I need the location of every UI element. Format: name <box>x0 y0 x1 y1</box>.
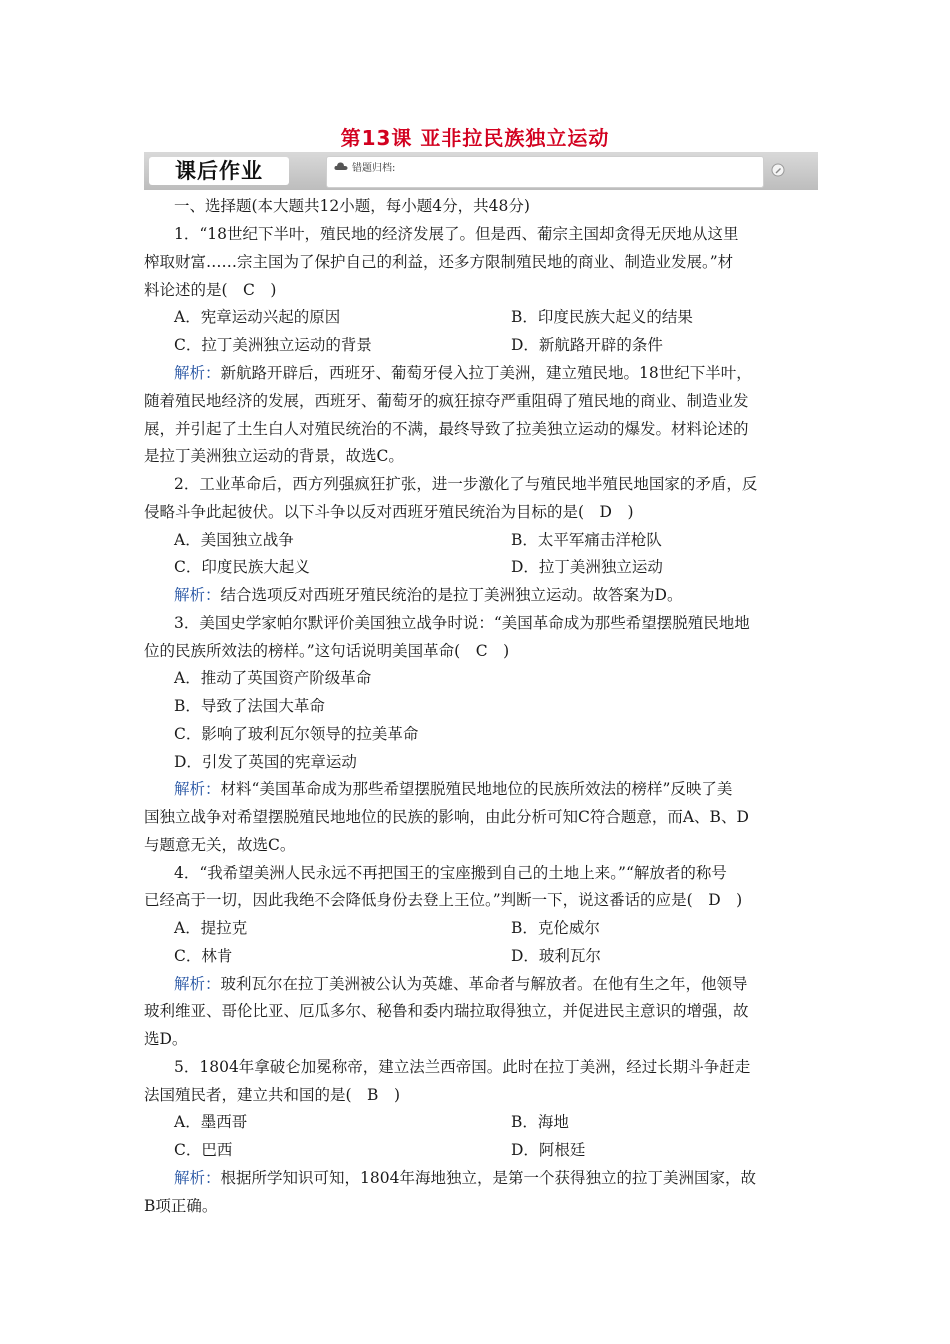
q3-option-c: C．影响了玻利瓦尔领导的拉美革命 <box>174 725 419 743</box>
q4-analysis-label: 解析： <box>174 975 221 993</box>
q3-option-d: D．引发了英国的宪章运动 <box>174 753 357 771</box>
q1-stem-line2: 榨取财富……宗主国为了保护自己的利益，还多方限制殖民地的商业、制造业发展。”材 <box>144 253 734 271</box>
q2-analysis-text1: 结合选项反对西班牙殖民统治的是拉丁美洲独立运动。故答案为D。 <box>220 586 683 604</box>
q5-option-b: B．海地 <box>511 1113 569 1131</box>
q1-option-c: C．拉丁美洲独立运动的背景 <box>174 336 372 354</box>
section-heading: 一、选择题(本大题共12小题，每小题4分，共48分) <box>174 197 530 215</box>
q4-option-c: C．林肯 <box>174 947 233 965</box>
q1-analysis-text1: 新航路开辟后，西班牙、葡萄牙侵入拉丁美洲，建立殖民地。18世纪下半叶， <box>220 364 752 382</box>
q5-analysis-line2: B项正确。 <box>144 1197 218 1215</box>
q2-analysis-label: 解析： <box>174 586 221 604</box>
q3-analysis-line3: 与题意无关，故选C。 <box>144 836 296 854</box>
q3-stem-line1: 3．美国史学家帕尔默评价美国独立战争时说：“美国革命成为那些希望摆脱殖民地地 <box>174 614 750 632</box>
q2-option-d: D．拉丁美洲独立运动 <box>511 558 663 576</box>
q2-option-a: A．美国独立战争 <box>174 531 294 549</box>
q5-stem-line2: 法国殖民者，建立共和国的是( B ) <box>144 1086 400 1104</box>
q3-analysis-label: 解析： <box>174 780 221 798</box>
q5-analysis-text1: 根据所学知识可知，1804年海地独立，是第一个获得独立的拉丁美洲国家，故 <box>220 1169 756 1187</box>
q1-option-a: A．宪章运动兴起的原因 <box>174 308 341 326</box>
q3-analysis-text1: 材料“美国革命成为那些希望摆脱殖民地地位的民族所效法的榜样”反映了美 <box>220 780 733 798</box>
q1-stem-line1: 1．“18世纪下半叶，殖民地的经济发展了。但是西、葡宗主国却贪得无厌地从这里 <box>174 225 739 243</box>
q4-option-d: D．玻利瓦尔 <box>511 947 601 965</box>
q1-analysis-line3: 展，并引起了土生白人对殖民统治的不满，最终导致了拉美独立运动的爆发。材料论述的 <box>144 420 749 438</box>
q2-option-b: B．太平军痛击洋枪队 <box>511 531 662 549</box>
q4-analysis-text1: 玻利瓦尔在拉丁美洲被公认为英雄、革命者与解放者。在他有生之年，他领导 <box>220 975 748 993</box>
q5-option-a: A．墨西哥 <box>174 1113 248 1131</box>
pencil-circle-icon[interactable] <box>771 163 785 177</box>
q4-stem-line2: 已经高于一切，因此我绝不会降低身份去登上王位。”判断一下，说这番话的应是( D ) <box>144 891 743 909</box>
q5-analysis-line1 <box>174 1168 756 1188</box>
q3-analysis-line1 <box>174 779 732 799</box>
q2-analysis-line1 <box>174 585 682 605</box>
q1-option-b: B．印度民族大起义的结果 <box>511 308 693 326</box>
error-archive-label: 错题归档: <box>352 163 396 174</box>
q1-analysis-line2: 随着殖民地经济的发展，西班牙、葡萄牙的疯狂掠夺严重阻碍了殖民地的商业、制造业发 <box>144 392 749 410</box>
q3-option-a: A．推动了英国资产阶级革命 <box>174 669 372 687</box>
error-archive-box[interactable] <box>326 156 764 188</box>
q4-stem-line1: 4．“我希望美洲人民永远不再把国王的宝座搬到自己的土地上来。”“解放者的称号 <box>174 864 727 882</box>
q4-option-b: B．克伦威尔 <box>511 919 600 937</box>
q2-stem-line1: 2．工业革命后，西方列强疯狂扩张，进一步激化了与殖民地半殖民地国家的矛盾，反 <box>174 475 758 493</box>
q4-option-a: A．提拉克 <box>174 919 248 937</box>
q1-analysis-line4: 是拉丁美洲独立运动的背景，故选C。 <box>144 447 404 465</box>
q5-stem-line1: 5．1804年拿破仑加冕称帝，建立法兰西帝国。此时在拉丁美洲，经过长期斗争赶走 <box>174 1058 751 1076</box>
q3-analysis-line2: 国独立战争对希望摆脱殖民地地位的民族的影响，由此分析可知C符合题意，而A、B、D <box>144 808 749 826</box>
q2-stem-line2: 侵略斗争此起彼伏。以下斗争以反对西班牙殖民统治为目标的是( D ) <box>144 503 634 521</box>
q3-stem-line2: 位的民族所效法的榜样。”这句话说明美国革命( C ) <box>144 642 510 660</box>
cloud-icon <box>334 161 348 171</box>
q1-option-d: D．新航路开辟的条件 <box>511 336 663 354</box>
q1-analysis-label: 解析： <box>174 364 221 382</box>
q2-option-c: C．印度民族大起义 <box>174 558 310 576</box>
q1-stem-line3: 料论述的是( C ) <box>144 281 277 299</box>
banner-homework-label: 课后作业 <box>149 157 289 185</box>
q5-analysis-label: 解析： <box>174 1169 221 1187</box>
homework-banner <box>144 152 818 190</box>
q1-analysis-line1 <box>174 363 752 383</box>
q4-analysis-line2: 玻利维亚、哥伦比亚、厄瓜多尔、秘鲁和委内瑞拉取得独立，并促进民主意识的增强，故 <box>144 1002 749 1020</box>
q4-analysis-line1 <box>174 974 748 994</box>
q4-analysis-line3: 选D。 <box>144 1030 188 1048</box>
page-title: 第13课 亚非拉民族独立运动 <box>340 126 610 150</box>
q5-option-c: C．巴西 <box>174 1141 233 1159</box>
q5-option-d: D．阿根廷 <box>511 1141 586 1159</box>
q3-option-b: B．导致了法国大革命 <box>174 697 325 715</box>
